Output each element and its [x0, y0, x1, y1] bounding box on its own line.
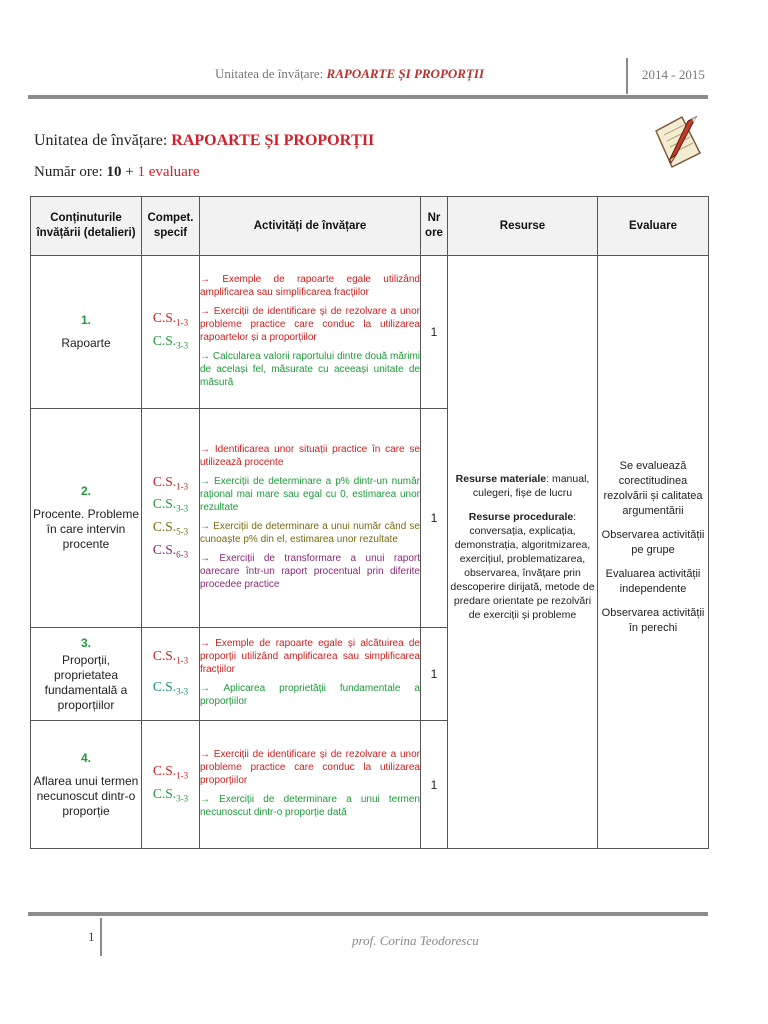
header-content: Conținuturile învățării (detalieri) — [31, 197, 142, 256]
evaluation-item: Observarea activității pe grupe — [601, 529, 705, 556]
table-header-row — [31, 197, 709, 256]
evaluation-item: Se evaluează corectitudinea rezolvării și calitatea argumentării — [603, 460, 703, 517]
footer-rule — [28, 912, 708, 916]
activity-item: → Exerciții de identificare și de rezolvare a unor probleme practice care conduc la utilizarea proporțiilor — [200, 748, 420, 786]
activity-item: → Calcularea valorii raportului dintre două mărimi de același fel, măsurate cu aceeași unitate de măsură — [200, 350, 420, 388]
table-row — [31, 256, 709, 409]
hours-cell: 1 — [421, 628, 448, 721]
hours-line — [34, 164, 200, 181]
header-rule — [28, 95, 708, 99]
cs-code: $C.S._{1-3}$ — [152, 473, 189, 492]
activity-item: → Aplicarea proprietății fundamentale a proporțiilor — [200, 683, 420, 707]
cs-code: $C.S._{5-3}$ — [152, 519, 189, 537]
row-title: Proporții, proprietatea fundamentală a proporțiilor — [44, 652, 128, 712]
hours-cell: 1 — [421, 721, 448, 849]
content-cell — [31, 721, 142, 849]
activity-item: → Exerciții de determinare a unui termen necunoscut dintr-o proporție dată — [200, 793, 420, 818]
cs-code: $C.S._{3-3}$ — [152, 679, 189, 697]
page-title — [34, 132, 374, 150]
footer-separator — [100, 918, 102, 956]
activities-cell — [200, 409, 421, 628]
resources-procedural-label: Resurse procedurale — [468, 511, 574, 523]
activity-item: → Exemple de rapoarte egale și alcătuirea de proporții utilizând amplificarea sau simplificarea fracțiilor — [200, 638, 420, 675]
cs-code: $C.S._{3-3}$ — [152, 333, 189, 351]
activities-cell — [200, 256, 421, 409]
cs-code: $C.S._{1-3}$ — [152, 648, 189, 666]
cs-code: $C.S._{6-3}$ — [152, 541, 189, 560]
evaluation-item: Evaluarea activității independente — [605, 568, 701, 595]
title-unit-name: RAPOARTE ȘI PROPORȚII — [171, 132, 375, 149]
activities-cell — [200, 721, 421, 849]
lesson-plan-table — [30, 196, 709, 849]
header-separator — [626, 58, 628, 94]
page-number: 1 — [88, 929, 95, 944]
content-cell — [31, 256, 142, 409]
row-number: 3. — [80, 635, 91, 650]
row-number: 1. — [80, 313, 91, 327]
compet-cell — [142, 721, 200, 849]
activity-item: → Exerciții de determinare a unui număr când se cunoaște p% din el, estimarea unor rezultate — [200, 520, 420, 545]
row-title: Aflarea unui termen necunoscut dintr-o proporție — [33, 773, 139, 818]
hours-count: 10 — [106, 164, 122, 180]
row-title: Procente. Probleme în care intervin procente — [32, 507, 140, 551]
compet-cell — [142, 256, 200, 409]
header-unit — [215, 66, 484, 82]
row-title: Rapoarte — [61, 336, 111, 350]
resources-material-label: Resurse materiale — [455, 473, 547, 485]
header-unit-prefix: Unitatea de învățare: — [215, 66, 327, 81]
resources-cell — [448, 256, 598, 849]
pen-writing-icon — [652, 113, 704, 171]
compet-cell — [142, 628, 200, 721]
hours-cell: 1 — [421, 256, 448, 409]
activity-item: → Exerciții de transformare a unui raport oarecare într-un raport procentual prin diferite procedee practice — [200, 552, 420, 590]
cs-code: $C.S._{1-3}$ — [152, 310, 189, 328]
activity-item: → Exemple de rapoarte egale utilizând amplificarea sau simplificarea fracțiilor — [200, 273, 420, 298]
hours-plus: + — [121, 164, 138, 180]
activity-item: → Exerciții de determinare a p% dintr-un număr rațional mai mare sau egal cu 0, estimarea unor rezultate — [200, 475, 420, 513]
title-prefix: Unitatea de învățare: — [34, 132, 172, 149]
evaluation-item: Observarea activității în perechi — [601, 607, 705, 634]
header-unit-name: RAPOARTE ȘI PROPORȚII — [326, 66, 485, 81]
footer-author: prof. Corina Teodorescu — [352, 933, 479, 948]
hours-label: Număr ore: — [34, 164, 107, 180]
content-cell — [31, 409, 142, 628]
header-nr: Nr ore — [421, 197, 448, 256]
header-resources: Resurse — [448, 197, 598, 256]
header-year: 2014 - 2015 — [642, 67, 705, 82]
cs-code: $C.S._{1-3}$ — [152, 762, 189, 781]
row-number: 2. — [80, 484, 91, 498]
header-evaluation: Evaluare — [598, 197, 709, 256]
compet-cell — [142, 409, 200, 628]
row-number: 4. — [80, 750, 91, 765]
resources-material-text: : manual, culegeri, fișe de lucru — [472, 473, 590, 499]
activity-item: → Identificarea unor situații practice în care se utilizează procente — [200, 443, 420, 468]
evaluation-cell — [598, 256, 709, 849]
activity-item: → Exerciții de identificare și de rezolvare a unor probleme practice care conduc la utilizarea rapoartelor și a proporțiilor — [200, 305, 420, 343]
activities-cell — [200, 628, 421, 721]
hours-cell: 1 — [421, 409, 448, 628]
resources-procedural-text: : conversația, explicația, demonstrația, algoritmizarea, exercițiul, problematizarea, observarea, învățare prin descoperire dirijată, metode de predare orientate pe rezolvări de exerciții și probleme — [450, 511, 595, 621]
cs-code: $C.S._{3-3}$ — [152, 496, 189, 514]
hours-evaluation: 1 evaluare — [137, 164, 200, 180]
header-compet: Compet. specif — [142, 197, 200, 256]
cs-code: $C.S._{3-3}$ — [152, 785, 189, 804]
content-cell — [31, 628, 142, 721]
header-activities: Activități de învățare — [200, 197, 421, 256]
